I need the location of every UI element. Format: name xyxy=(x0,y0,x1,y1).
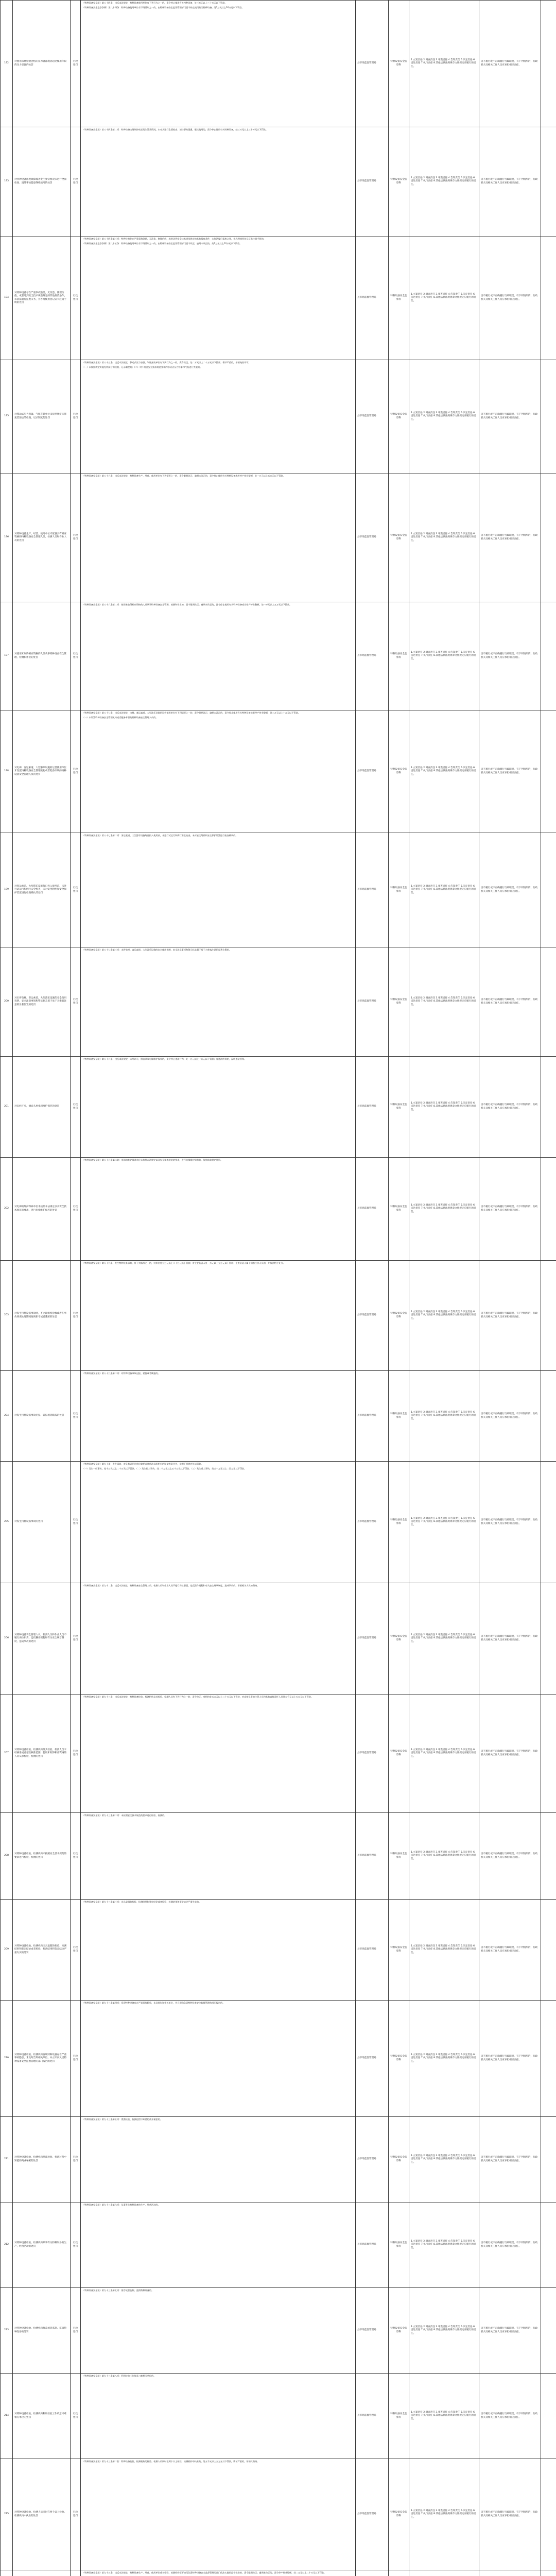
row-index: 203 xyxy=(1,1261,13,1371)
legal-basis-paragraph: 《特种设备安全法》第九十五条：违反本法规定，特种设备生产、经营、使用单位或者检验、检测机构拒不接受负责特种设备安全监督管理的部门依法实施的监督检查的，责令限期改正；逾期未改正的，责令停产停业整顿，处二万元以上二十万元以下罚款。 xyxy=(82,2571,326,2574)
duty-items: 1.立案责任 2.调查责任 3.审查责任 4.告知责任 5.决定责任 6.送达责任 7.执行责任 8.其他法律法规规章文件规定应履行的责任。 xyxy=(409,2459,479,2570)
duty-items: 1.立案责任 2.调查责任 3.审查责任 4.告知责任 5.决定责任 6.送达责任 7.执行责任 8.其他法律法规规章文件规定应履行的责任。 xyxy=(409,2288,479,2374)
table-row xyxy=(1,1057,556,1158)
responsible-subject: 县市场监督管理局 xyxy=(356,833,389,947)
responsible-subject: 县市场监督管理局 xyxy=(356,1,389,127)
duty-items: 1.立案责任 2.调查责任 3.审查责任 4.告知责任 5.决定责任 6.送达责任 7.执行责任 8.其他法律法规规章文件规定应履行的责任。 xyxy=(409,1900,479,2001)
item-category: 行政处罚 xyxy=(71,127,81,236)
duty-items: 1.立案责任 2.调查责任 3.审查责任 4.告知责任 5.决定责任 6.送达责任 7.执行责任 8.其他法律法规规章文件规定应履行的责任。 xyxy=(409,360,479,473)
table-row xyxy=(1,1694,556,1813)
legal-basis-paragraph: 《特种设备安全法》第八十九条第二项：对特种设备事故迟报、谎报或者瞒报的。 xyxy=(82,1372,160,1375)
remark xyxy=(541,1900,556,2001)
responsible-subject xyxy=(356,2570,389,2576)
item-category: 行政处罚 xyxy=(71,1900,81,2001)
legal-basis-paragraph: 《特种设备安全法》第八十六条第二项：使用未取得相应资格的人员从事特种设备安全管理、检测和作业的，责令限期改正；逾期未改正的，责令停止使用有关特种设备或者停产停业整顿，处一万元以上五万元以下罚款。 xyxy=(82,603,292,606)
table-row xyxy=(1,1583,556,1694)
legal-basis-paragraph: 《特种设备安全法》第九十三条第三项：出具虚假的检验、检测结果和鉴定结论或者检验、检测结果和鉴定结论严重失实的。 xyxy=(82,1901,201,1903)
item-category: 行政处罚 xyxy=(71,1057,81,1158)
remark xyxy=(541,1,556,127)
legal-basis-paragraph: 《特种设备安全法》第八十七条第二项：客运索道、大型游乐设施每日投入使用前，未进行试运行和例行安全检查，未对安全附件和安全保护装置进行检查确认的。 xyxy=(82,834,238,837)
responsible-department: 特种设备安全监察科 xyxy=(389,2202,409,2288)
responsible-subject: 县市场监督管理局 xyxy=(356,236,389,360)
table-row xyxy=(1,473,556,602)
accountability: 因不履行或不正确履行行政职责，有下列情形的，行政机关及相关工作人员应承担相应责任。 xyxy=(479,1694,541,1813)
item-category: 行政处罚 xyxy=(71,1261,81,1371)
remark xyxy=(541,1057,556,1158)
legal-basis-paragraph: 《特种设备安全法》第八十五条：违反本法规定，移动式压力容器、气瓶充装单位有下列行为之一的，责令改正，处二万元以上二十万元以下罚款；情节严重的，吊销充装许可。 xyxy=(82,361,251,364)
item-name: 对特种设备出现故障或者发生异常情况未进行全面检查、消除事故隐患继续使用的处罚 xyxy=(13,127,71,236)
item-category: 行政处罚 xyxy=(71,2288,81,2374)
legal-basis xyxy=(81,2001,356,2117)
legal-basis-paragraph: 《特种设备安全法》第九十条：发生事故，对负有责任的单位除要求其依法承担相应的赔偿等责任外，依照下列规定处以罚款。 xyxy=(82,1463,203,1465)
table-row xyxy=(1,1371,556,1462)
legal-basis-paragraph: 《特种设备安全法》第九十三条：违反本法规定，特种设备检验、检测机构及其检验、检测人员有下列行为之一的，责令改正，对机构处五万元以上二十万元以下罚款，对直接负责的主管人员和其他直接责任人员处五千元以上五万元以下罚款。 xyxy=(82,1696,314,1698)
responsible-subject: 县市场监督管理局 xyxy=(356,2001,389,2117)
legal-basis xyxy=(81,127,356,236)
item-name: 对特种设备存在严重事故隐患，无改造、修理价值，或者达到安全技术规范规定的其他报废条件，未依法履行报废义务，并办理使用登记证书注销手续的处罚 xyxy=(13,236,71,360)
responsible-department: 特种设备安全监察科 xyxy=(389,2001,409,2117)
item-category: 行政处罚 xyxy=(71,1158,81,1261)
item-category: 行政处罚 xyxy=(71,1371,81,1462)
item-category: 行政处罚 xyxy=(71,473,81,602)
responsible-subject: 县市场监督管理局 xyxy=(356,2288,389,2374)
table-row xyxy=(1,2202,556,2288)
legal-basis-paragraph: 《特种设备安全法》第九十三条第五项：泄露检验、检测过程中知悉的商业秘密的。 xyxy=(82,2118,162,2121)
legal-basis-paragraph: 《特种设备安全法》第八十九条：发生特种设备事故，有下列情形之一的，对单位处五万元以上二十万元以下罚款；对主要负责人处一万元以上五万元以下罚款；主要负责人属于国家工作人员的，并依法给予处分。 xyxy=(82,1262,285,1264)
row-index: 192 xyxy=(1,1,13,127)
table-row xyxy=(1,1900,556,2001)
duty-items: 1.立案责任 2.调查责任 3.审查责任 4.告知责任 5.决定责任 6.送达责任 7.执行责任 8.其他法律法规规章文件规定应履行的责任。 xyxy=(409,1261,479,1371)
item-category: 行政处罚 xyxy=(71,710,81,833)
remark xyxy=(541,1813,556,1900)
responsible-subject: 县市场监督管理局 xyxy=(356,947,389,1057)
duty-items: 1.立案责任 2.调查责任 3.审查责任 4.告知责任 5.决定责任 6.送达责任 7.执行责任 8.其他法律法规规章文件规定应履行的责任。 xyxy=(409,710,479,833)
legal-basis xyxy=(81,602,356,710)
duty-items: 1.立案责任 2.调查责任 3.审查责任 4.告知责任 5.决定责任 6.送达责任 7.执行责任 8.其他法律法规规章文件规定应履行的责任。 xyxy=(409,2117,479,2202)
item-name: 对特种设备安全管理人员、检测人员和作业人员不履行岗位职责，违反操作规程和有关安全规章制度，造成事故的处罚 xyxy=(13,1583,71,1694)
responsible-subject: 县市场监督管理局 xyxy=(356,1900,389,2001)
item-name: 对发生特种设备事故迟报、谎报或者瞒报的处罚 xyxy=(13,1371,71,1462)
item-category: 行政处罚 xyxy=(71,236,81,360)
remark xyxy=(541,1462,556,1583)
item-name: 对特种设备检验、检测机构从事有关特种设备的生产、经营活动的处罚 xyxy=(13,2202,71,2288)
responsible-subject: 县市场监督管理局 xyxy=(356,473,389,602)
legal-basis-paragraph: 《特种设备安全法》第八十四条第三项：特种设备存在严重事故隐患，无改造、修理价值，或者达到安全技术规范规定的其他报废条件，未依法履行报废义务，并办理使用登记证书注销手续的。 xyxy=(82,238,266,240)
row-index: 198 xyxy=(1,710,13,833)
responsible-department: 特种设备安全监察科 xyxy=(389,2374,409,2459)
responsible-department xyxy=(389,2570,409,2576)
legal-basis-paragraph: 《特种设备安全法》第九十三条第二项：未按照安全技术规范的要求进行检验、检测的。 xyxy=(82,1814,167,1817)
legal-basis xyxy=(81,1583,356,1694)
legal-basis-paragraph: （一）未设置特种设备安全管理机构或者配备专职的特种设备安全管理人员的。 xyxy=(82,716,158,719)
item-name: 对特种设备检验、检测机构利用检验工作故意刁难相关单位的处罚 xyxy=(13,2374,71,2459)
table-row xyxy=(1,2570,556,2576)
legal-basis xyxy=(81,1158,356,1261)
remark xyxy=(541,1583,556,1694)
legal-basis xyxy=(81,1057,356,1158)
table-row xyxy=(1,2117,556,2202)
legal-basis xyxy=(81,2459,356,2570)
item-category: 行政处罚 xyxy=(71,1,81,127)
table-row xyxy=(1,1462,556,1583)
duty-items: 1.立案责任 2.调查责任 3.审查责任 4.告知责任 5.决定责任 6.送达责任 7.执行责任 8.其他法律法规规章文件规定应履行的责任。 xyxy=(409,127,479,236)
row-index: 197 xyxy=(1,602,13,710)
accountability: 因不履行或不正确履行行政职责，有下列情形的，行政机关及相关工作人员应承担相应责任。 xyxy=(479,2459,541,2570)
item-category: 行政处罚 xyxy=(71,602,81,710)
item-name: 对发生特种设备事故时，不立即组织抢救或者在事故调查处理期间擅离职守或者逃匿的处罚 xyxy=(13,1261,71,1371)
legal-basis xyxy=(81,2570,356,2576)
responsible-department: 特种设备安全监察科 xyxy=(389,710,409,833)
row-index: 196 xyxy=(1,473,13,602)
row-index: 212 xyxy=(1,2202,13,2288)
legal-basis xyxy=(81,1694,356,1813)
table-row xyxy=(1,1158,556,1261)
row-index: 206 xyxy=(1,1583,13,1694)
row-index: 193 xyxy=(1,127,13,236)
table-row xyxy=(1,360,556,473)
responsible-department: 特种设备安全监察科 xyxy=(389,947,409,1057)
legal-basis-paragraph: 《特种设备安全法》第八十四条：违反本法规定，特种设备使用单位有下列行为之一的，责令停止使用有关特种设备，处三万元以上三十万元以下罚款。 xyxy=(82,2,227,4)
legal-basis xyxy=(81,1900,356,2001)
duty-items: 1.立案责任 2.调查责任 3.审查责任 4.告知责任 5.决定责任 6.送达责任 7.执行责任 8.其他法律法规规章文件规定应履行的责任。 xyxy=(409,947,479,1057)
table-row xyxy=(1,710,556,833)
duty-items: 1.立案责任 2.调查责任 3.审查责任 4.告知责任 5.决定责任 6.送达责任 7.执行责任 8.其他法律法规规章文件规定应履行的责任。 xyxy=(409,2202,479,2288)
remark xyxy=(541,2374,556,2459)
duty-items: 1.立案责任 2.调查责任 3.审查责任 4.告知责任 5.决定责任 6.送达责任 7.执行责任 8.其他法律法规规章文件规定应履行的责任。 xyxy=(409,1057,479,1158)
responsible-subject: 县市场监督管理局 xyxy=(356,2459,389,2570)
duty-items xyxy=(409,2570,479,2576)
item-name: 对特种设备检验、检测人员同时在两个以上检验、检测机构中执业的处罚 xyxy=(13,2459,71,2570)
legal-basis-paragraph: 《特种设备安全法》第八十七条：违反本法规定，电梯、客运索道、大型游乐设施的运营使用单位有下列情形之一的，责令限期改正；逾期未改正的，责令停止使用有关特种设备或者停产停业整顿，处二万元以上十万元以下罚款。 xyxy=(82,711,300,714)
table-row xyxy=(1,947,556,1057)
legal-basis-paragraph: 《特种设备安全法》第八十七条第三项：未将电梯、客运索道、大型游乐设施的安全使用说明、安全注意事项和警示标志置于易于为乘客注意的显著位置的。 xyxy=(82,948,231,951)
duty-items: 1.立案责任 2.调查责任 3.审查责任 4.告知责任 5.决定责任 6.送达责任 7.执行责任 8.其他法律法规规章文件规定应履行的责任。 xyxy=(409,2001,479,2117)
item-name: 对特种设备生产、经营、使用单位未配备具有相应资格的特种设备安全管理人员、检测人员和作业人员的处罚 xyxy=(13,473,71,602)
item-name: 对电梯的维护保养单位未按照本法规定以及安全技术规范的要求，进行电梯维护保养的处罚 xyxy=(13,1158,71,1261)
legal-basis xyxy=(81,2117,356,2202)
remark xyxy=(541,602,556,710)
remark xyxy=(541,2117,556,2202)
accountability: 因不履行或不正确履行行政职责，有下列情形的，行政机关及相关工作人员应承担相应责任。 xyxy=(479,1261,541,1371)
table-body xyxy=(1,1,556,2576)
accountability: 因不履行或不正确履行行政职责，有下列情形的，行政机关及相关工作人员应承担相应责任。 xyxy=(479,1158,541,1261)
item-name: 对移动式压力容器、气瓶充装单位未按照规定实施充装前后的检查、记录制度的处罚 xyxy=(13,360,71,473)
duty-items: 1.立案责任 2.调查责任 3.审查责任 4.告知责任 5.决定责任 6.送达责任 7.执行责任 8.其他法律法规规章文件规定应履行的责任。 xyxy=(409,1371,479,1462)
responsible-department: 特种设备安全监察科 xyxy=(389,236,409,360)
remark xyxy=(541,947,556,1057)
legal-basis-paragraph: 《特种设备安全法》第九十三条第八项：利用检验工作故意刁难相关单位的。 xyxy=(82,2375,156,2377)
table-row xyxy=(1,1261,556,1371)
responsible-department: 特种设备安全监察科 xyxy=(389,1694,409,1813)
remark xyxy=(541,1694,556,1813)
accountability: 因不履行或不正确履行行政职责，有下列情形的，行政机关及相关工作人员应承担相应责任。 xyxy=(479,1813,541,1900)
accountability: 因不履行或不正确履行行政职责，有下列情形的，行政机关及相关工作人员应承担相应责任。 xyxy=(479,1371,541,1462)
responsible-department: 特种设备安全监察科 xyxy=(389,1057,409,1158)
responsible-subject: 县市场监督管理局 xyxy=(356,1462,389,1583)
item-name: 对特种设备检验、检测机构未按照安全技术规范的要求进行检验、检测的处罚 xyxy=(13,1813,71,1900)
table-row xyxy=(1,1813,556,1900)
duty-items: 1.立案责任 2.调查责任 3.审查责任 4.告知责任 5.决定责任 6.送达责任 7.执行责任 8.其他法律法规规章文件规定应履行的责任。 xyxy=(409,236,479,360)
row-index: 194 xyxy=(1,236,13,360)
item-category: 行政处罚 xyxy=(71,2374,81,2459)
responsible-department: 特种设备安全监察科 xyxy=(389,127,409,236)
table-row xyxy=(1,2001,556,2117)
legal-basis-paragraph: 《特种设备安全法》第九十三条第七项：推荐或者监制、监销特种设备的。 xyxy=(82,2289,154,2292)
remark xyxy=(541,2459,556,2570)
item-category: 行政处罚 xyxy=(71,2459,81,2570)
row-index: 199 xyxy=(1,833,13,947)
table-row xyxy=(1,236,556,360)
duty-items: 1.立案责任 2.调查责任 3.审查责任 4.告知责任 5.决定责任 6.送达责任 7.执行责任 8.其他法律法规规章文件规定应履行的责任。 xyxy=(409,1813,479,1900)
row-index: 195 xyxy=(1,360,13,473)
accountability: 因不履行或不正确履行行政职责，有下列情形的，行政机关及相关工作人员应承担相应责任。 xyxy=(479,473,541,602)
accountability: 因不履行或不正确履行行政职责，有下列情形的，行政机关及相关工作人员应承担相应责任。 xyxy=(479,2117,541,2202)
item-name: 对使用未取得相应资格的人员从事特种设备安全管理、检测和作业的处罚 xyxy=(13,602,71,710)
responsible-subject: 县市场监督管理局 xyxy=(356,1158,389,1261)
row-index: 214 xyxy=(1,2374,13,2459)
item-category: 行政处罚 xyxy=(71,1462,81,1583)
item-name: 对使用未经检验合格的压力容器或者超过使用年限的压力容器的处罚 xyxy=(13,1,71,127)
remark xyxy=(541,1261,556,1371)
item-category: 行政处罚 xyxy=(71,360,81,473)
remark xyxy=(541,127,556,236)
remark xyxy=(541,710,556,833)
remark xyxy=(541,2570,556,2576)
responsible-department: 特种设备安全监察科 xyxy=(389,360,409,473)
table-row xyxy=(1,833,556,947)
duty-items: 1.立案责任 2.调查责任 3.审查责任 4.告知责任 5.决定责任 6.送达责任 7.执行责任 8.其他法律法规规章文件规定应履行的责任。 xyxy=(409,2374,479,2459)
table-row xyxy=(1,602,556,710)
responsible-subject: 县市场监督管理局 xyxy=(356,360,389,473)
item-category: 行政处罚 xyxy=(71,2202,81,2288)
item-category: 行政处罚 xyxy=(71,1813,81,1900)
legal-basis xyxy=(81,710,356,833)
item-category: 行政处罚 xyxy=(71,2001,81,2117)
remark xyxy=(541,236,556,360)
legal-basis-paragraph: 《特种设备安全监察条例》第八十五条：特种设备使用单位有下列情形之一的，由特种设备安全监督管理部门责令改正；逾期未改正的，处2万元以上10万元以下罚款。 xyxy=(82,242,242,245)
row-index xyxy=(1,2570,13,2576)
duty-items: 1.立案责任 2.调查责任 3.审查责任 4.告知责任 5.决定责任 6.送达责任 7.执行责任 8.其他法律法规规章文件规定应履行的责任。 xyxy=(409,1583,479,1694)
responsible-subject: 县市场监督管理局 xyxy=(356,2117,389,2202)
duty-items: 1.立案责任 2.调查责任 3.审查责任 4.告知责任 5.决定责任 6.送达责任 7.执行责任 8.其他法律法规规章文件规定应履行的责任。 xyxy=(409,1158,479,1261)
duty-items: 1.立案责任 2.调查责任 3.审查责任 4.告知责任 5.决定责任 6.送达责任 7.执行责任 8.其他法律法规规章文件规定应履行的责任。 xyxy=(409,1462,479,1583)
responsible-department: 特种设备安全监察科 xyxy=(389,1462,409,1583)
remark xyxy=(541,2202,556,2288)
item-category: 行政处罚 xyxy=(71,1583,81,1694)
legal-basis-paragraph: 《特种设备安全法》第八十六条：违反本法规定，特种设备生产、经营、使用单位有下列情形之一的，责令限期改正；逾期未改正的，责令停止使用有关特种设备或者停产停业整顿，处一万元以上五万元以下罚款。 xyxy=(82,474,285,477)
item-category: 行政处罚 xyxy=(71,947,81,1057)
legal-basis xyxy=(81,2288,356,2374)
item-category xyxy=(71,2570,81,2576)
remark xyxy=(541,2001,556,2117)
responsible-subject: 县市场监督管理局 xyxy=(356,127,389,236)
legal-basis xyxy=(81,1371,356,1462)
responsible-department: 特种设备安全监察科 xyxy=(389,1261,409,1371)
accountability: 因不履行或不正确履行行政职责，有下列情形的，行政机关及相关工作人员应承担相应责任。 xyxy=(479,602,541,710)
accountability: 因不履行或不正确履行行政职责，有下列情形的，行政机关及相关工作人员应承担相应责任。 xyxy=(479,710,541,833)
responsible-subject: 县市场监督管理局 xyxy=(356,1261,389,1371)
responsible-department: 特种设备安全监察科 xyxy=(389,1371,409,1462)
item-name: 对特种设备检验、检测机构泄露检验、检测过程中知悉的商业秘密的处罚 xyxy=(13,2117,71,2202)
item-name: 对特种设备检验、检测机构及其检验、检测人员未经核准或者超出核准范围、使用未取得相应资格的人员从事检验、检测的处罚 xyxy=(13,1694,71,1813)
row-index: 201 xyxy=(1,1057,13,1158)
duty-items: 1.立案责任 2.调查责任 3.审查责任 4.告知责任 5.决定责任 6.送达责任 7.执行责任 8.其他法律法规规章文件规定应履行的责任。 xyxy=(409,602,479,710)
legal-basis xyxy=(81,1462,356,1583)
table-row xyxy=(1,2288,556,2374)
legal-basis-paragraph: 《特种设备安全监察条例》第八十四条：特种设备使用单位有下列情形之一的，由特种设备安全监督管理部门责令停止使用有关特种设备，处3万元以上30万元以下罚款。 xyxy=(82,6,244,9)
responsible-subject: 县市场监督管理局 xyxy=(356,1813,389,1900)
row-index: 205 xyxy=(1,1462,13,1583)
responsible-subject: 县市场监督管理局 xyxy=(356,710,389,833)
legal-basis xyxy=(81,833,356,947)
legal-basis xyxy=(81,236,356,360)
legal-basis-paragraph: 《特种设备安全法》第八十八条第二款：电梯的维护保养单位未按照本法规定以及安全技术规范的要求，进行电梯维护保养的，依照前款规定处罚。 xyxy=(82,1159,223,1161)
responsible-department: 特种设备安全监察科 xyxy=(389,2288,409,2374)
item-category: 行政处罚 xyxy=(71,833,81,947)
row-index: 210 xyxy=(1,2001,13,2117)
remark xyxy=(541,2288,556,2374)
duty-items: 1.立案责任 2.调查责任 3.审查责任 4.告知责任 5.决定责任 6.送达责任 7.执行责任 8.其他法律法规规章文件规定应履行的责任。 xyxy=(409,473,479,602)
legal-basis-paragraph: 《特种设备安全法》第九十二条：违反本法规定，特种设备安全管理人员、检测人员和作业人员不履行岗位职责，违反操作规程和有关安全规章制度，造成事故的，吊销相关人员的资格。 xyxy=(82,1584,259,1587)
legal-basis xyxy=(81,473,356,602)
accountability: 因不履行或不正确履行行政职责，有下列情形的，行政机关及相关工作人员应承担相应责任。 xyxy=(479,947,541,1057)
accountability: 因不履行或不正确履行行政职责，有下列情形的，行政机关及相关工作人员应承担相应责任。 xyxy=(479,1057,541,1158)
accountability: 因不履行或不正确履行行政职责，有下列情形的，行政机关及相关工作人员应承担相应责任。 xyxy=(479,2374,541,2459)
accountability: 因不履行或不正确履行行政职责，有下列情形的，行政机关及相关工作人员应承担相应责任。 xyxy=(479,1583,541,1694)
item-category: 行政处罚 xyxy=(71,1694,81,1813)
row-index: 213 xyxy=(1,2288,13,2374)
accountability: 因不履行或不正确履行行政职责，有下列情形的，行政机关及相关工作人员应承担相应责任。 xyxy=(479,2202,541,2288)
legal-basis-paragraph: （一）未按照规定实施充装前后的检查、记录制度的；（二）对不符合安全技术规范要求的移动式压力容器和气瓶进行充装的。 xyxy=(82,365,202,368)
row-index: 209 xyxy=(1,1900,13,2001)
legal-basis-paragraph: 《特种设备安全法》第九十三条第二款：特种设备检验、检测机构的检验、检测人员同时在两个以上检验、检测机构中执业的，处五千元以上五万元以下罚款，情节严重的，吊销其资格。 xyxy=(82,2460,259,2463)
responsible-department: 特种设备安全监察科 xyxy=(389,2117,409,2202)
legal-basis-paragraph: 《特种设备安全法》第八十八条：违反本法规定，未经许可，擅自从事电梯维护保养的，责令停止违法行为，处一万元以上十万元以下罚款；有违法所得的，没收违法所得。 xyxy=(82,1058,247,1060)
accountability: 因不履行或不正确履行行政职责，有下列情形的，行政机关及相关工作人员应承担相应责任。 xyxy=(479,833,541,947)
accountability: 因不履行或不正确履行行政职责，有下列情形的，行政机关及相关工作人员应承担相应责任。 xyxy=(479,360,541,473)
legal-basis xyxy=(81,1813,356,1900)
row-index: 202 xyxy=(1,1158,13,1261)
legal-basis xyxy=(81,2202,356,2288)
responsible-subject: 县市场监督管理局 xyxy=(356,2202,389,2288)
responsible-department: 特种设备安全监察科 xyxy=(389,2459,409,2570)
row-index: 211 xyxy=(1,2117,13,2202)
responsible-subject: 县市场监督管理局 xyxy=(356,1057,389,1158)
accountability: 因不履行或不正确履行行政职责，有下列情形的，行政机关及相关工作人员应承担相应责任。 xyxy=(479,1,541,127)
responsible-department: 特种设备安全监察科 xyxy=(389,1583,409,1694)
remark xyxy=(541,473,556,602)
table-row xyxy=(1,127,556,236)
item-name: 对特种设备检验、检测机构出具虚假的检验、检测结果和鉴定结论或者检验、检测结果和鉴定结论严重失实的处罚 xyxy=(13,1900,71,2001)
responsible-subject: 县市场监督管理局 xyxy=(356,1583,389,1694)
responsible-subject: 县市场监督管理局 xyxy=(356,1694,389,1813)
accountability: 因不履行或不正确履行行政职责，有下列情形的，行政机关及相关工作人员应承担相应责任。 xyxy=(479,127,541,236)
responsible-subject: 县市场监督管理局 xyxy=(356,602,389,710)
responsible-department: 特种设备安全监察科 xyxy=(389,473,409,602)
table-row xyxy=(1,2459,556,2570)
responsible-department: 特种设备安全监察科 xyxy=(389,602,409,710)
legal-basis-paragraph: 《特种设备安全法》第九十三条第四项：发现特种设备存在严重事故隐患，未及时告知相关单位，并立即向负责特种设备安全监督管理的部门报告的。 xyxy=(82,2002,225,2004)
remark xyxy=(541,360,556,473)
table-row xyxy=(1,1,556,127)
responsible-subject: 县市场监督管理局 xyxy=(356,2374,389,2459)
duty-items: 1.立案责任 2.调查责任 3.审查责任 4.告知责任 5.决定责任 6.送达责任 7.执行责任 8.其他法律法规规章文件规定应履行的责任。 xyxy=(409,833,479,947)
item-name: 对客运索道、大型游乐设施每日投入使用前，未进行试运行和例行安全检查，未对安全附件和安全保护装置进行检查确认的处罚 xyxy=(13,833,71,947)
responsible-department: 特种设备安全监察科 xyxy=(389,1900,409,2001)
item-name: 对特种设备检验、检测机构发现特种设备存在严重事故隐患，未及时告知相关单位，并立即向负责特种设备安全监督管理的部门报告的处罚 xyxy=(13,2001,71,2117)
remark xyxy=(541,833,556,947)
row-index: 207 xyxy=(1,1694,13,1813)
responsible-department: 特种设备安全监察科 xyxy=(389,1158,409,1261)
legal-basis xyxy=(81,2374,356,2459)
accountability: 因不履行或不正确履行行政职责，有下列情形的，行政机关及相关工作人员应承担相应责任。 xyxy=(479,236,541,360)
legal-basis xyxy=(81,1261,356,1371)
responsible-department: 特种设备安全监察科 xyxy=(389,833,409,947)
row-index: 215 xyxy=(1,2459,13,2570)
row-index: 200 xyxy=(1,947,13,1057)
table-row xyxy=(1,2374,556,2459)
legal-basis xyxy=(81,947,356,1057)
item-name: 对发生特种设备事故的处罚 xyxy=(13,1462,71,1583)
item-name: 对未经许可，擅自从事电梯维护保养的处罚 xyxy=(13,1057,71,1158)
duty-items: 1.立案责任 2.调查责任 3.审查责任 4.告知责任 5.决定责任 6.送达责任 7.执行责任 8.其他法律法规规章文件规定应履行的责任。 xyxy=(409,1,479,127)
row-index: 208 xyxy=(1,1813,13,1900)
item-name: 对电梯、客运索道、大型游乐设施的运营使用单位未设置特种设备安全管理机构或者配备专职的特种设备安全管理人员的处罚 xyxy=(13,710,71,833)
legal-basis-paragraph: 《特种设备安全法》第九十三条第六项：从事有关特种设备的生产、经营活动的。 xyxy=(82,2204,160,2206)
accountability: 因不履行或不正确履行行政职责，有下列情形的，行政机关及相关工作人员应承担相应责任。 xyxy=(479,1462,541,1583)
legal-basis-paragraph: （一）发生一般事故，处十万元以上二十万元以下罚款；（二）发生较大事故，处二十万元以上五十万元以下罚款；（三）发生重大事故，处五十万元以上二百万元以下罚款。 xyxy=(82,1467,247,1470)
item-name: 对特种设备检验、检测机构推荐或者监制、监销特种设备的处罚 xyxy=(13,2288,71,2374)
duty-items: 1.立案责任 2.调查责任 3.审查责任 4.告知责任 5.决定责任 6.送达责任 7.执行责任 8.其他法律法规规章文件规定应履行的责任。 xyxy=(409,1694,479,1813)
remark xyxy=(541,1371,556,1462)
item-name xyxy=(13,2570,71,2576)
item-name: 对未将电梯、客运索道、大型游乐设施的安全使用说明、安全注意事项和警示标志置于易于为乘客注意的显著位置的处罚 xyxy=(13,947,71,1057)
legal-basis-paragraph: 《特种设备安全法》第八十四条第二项：特种设备出现故障或者发生异常情况，未对其进行全面检查、消除事故隐患，继续使用的，责令停止使用有关特种设备，处三万元以上三十万元以下罚款。 xyxy=(82,128,268,131)
row-index: 204 xyxy=(1,1371,13,1462)
legal-basis xyxy=(81,1,356,127)
accountability: 因不履行或不正确履行行政职责，有下列情形的，行政机关及相关工作人员应承担相应责任。 xyxy=(479,2288,541,2374)
item-category: 行政处罚 xyxy=(71,2117,81,2202)
responsible-department: 特种设备安全监察科 xyxy=(389,1813,409,1900)
legal-basis xyxy=(81,360,356,473)
responsible-department: 特种设备安全监察科 xyxy=(389,1,409,127)
accountability xyxy=(479,2570,541,2576)
accountability: 因不履行或不正确履行行政职责，有下列情形的，行政机关及相关工作人员应承担相应责任。 xyxy=(479,2001,541,2117)
remark xyxy=(541,1158,556,1261)
responsible-subject: 县市场监督管理局 xyxy=(356,1371,389,1462)
accountability: 因不履行或不正确履行行政职责，有下列情形的，行政机关及相关工作人员应承担相应责任。 xyxy=(479,1900,541,2001)
